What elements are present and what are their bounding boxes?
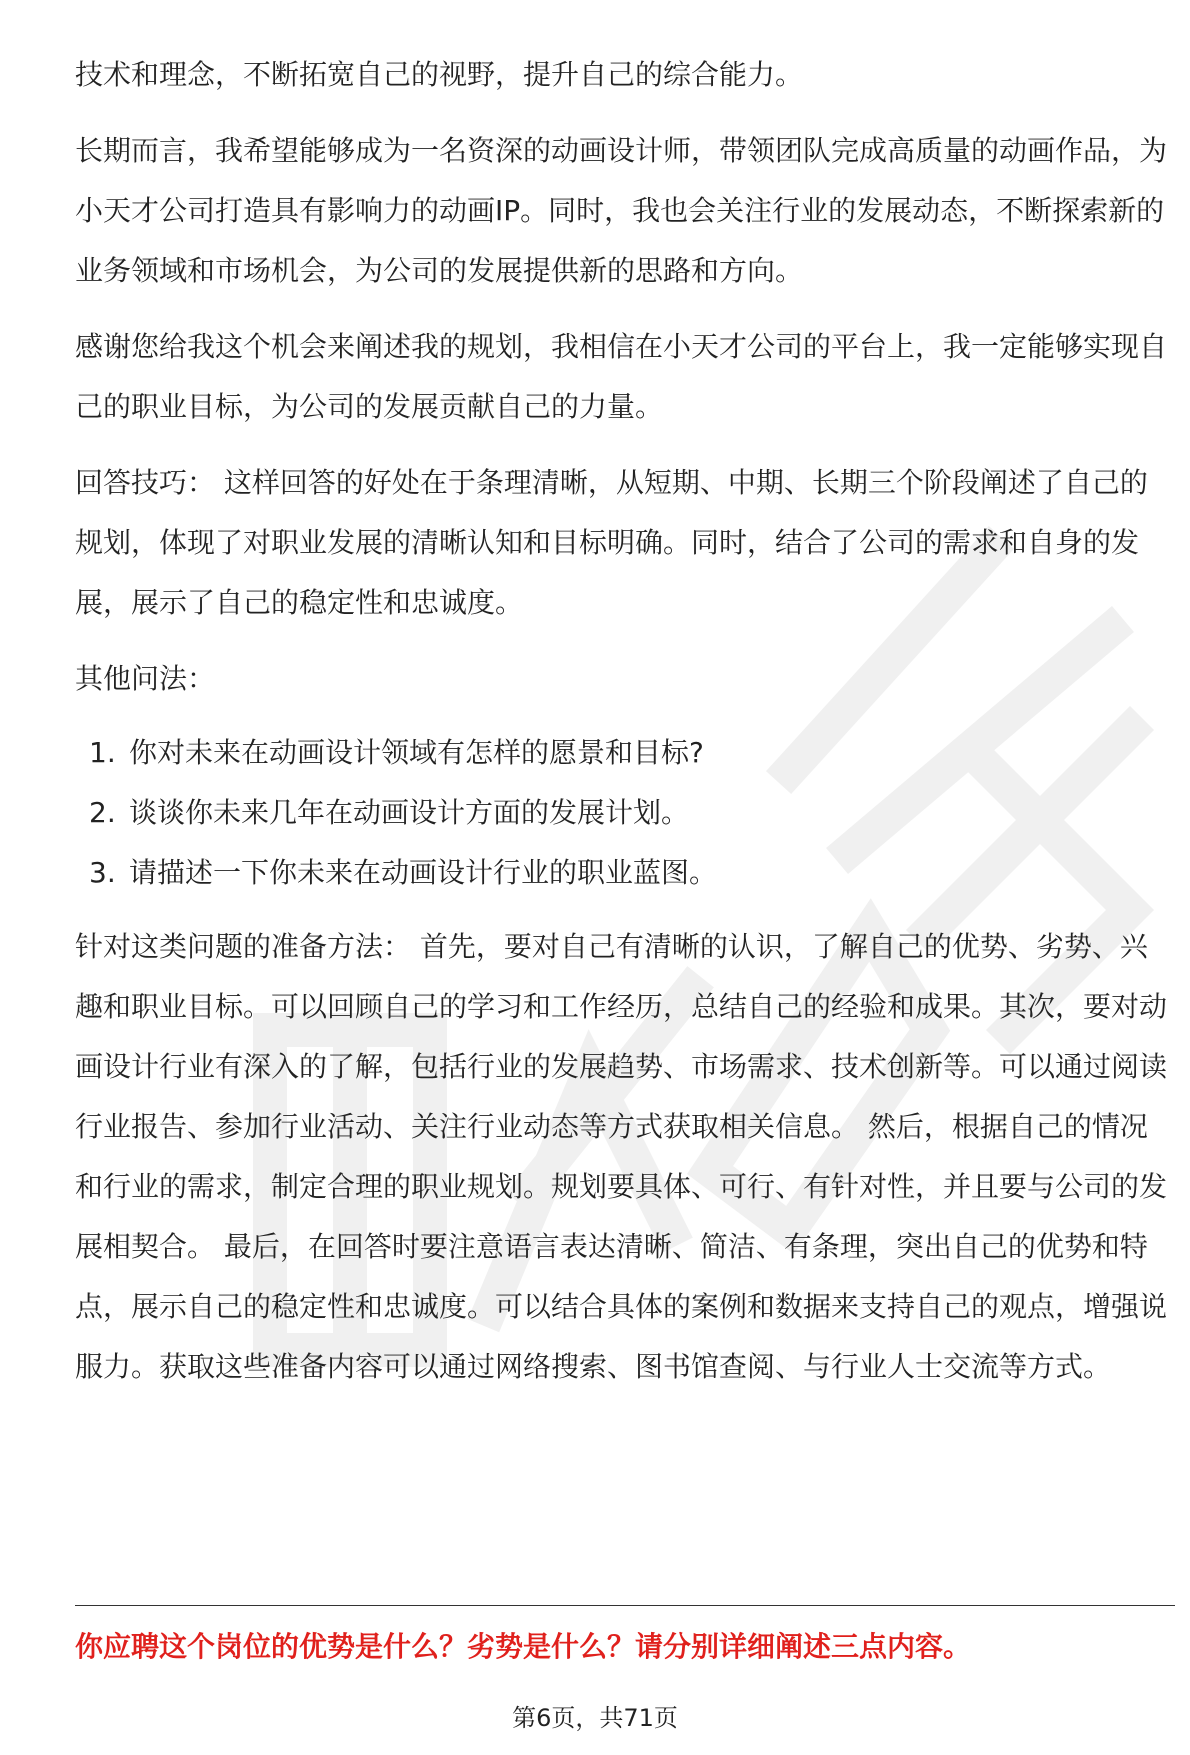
- other-questions-list: [75, 723, 1175, 903]
- paragraph-long-term: 长期而言，我希望能够成为一名资深的动画设计师，带领团队完成高质量的动画作品，为小天才公司打造具有影响力的动画IP。同时，我也会关注行业的发展动态，不断探索新的业务领域和市场机会，为公司的发展提供新的思路和方向。: [75, 134, 1168, 287]
- list-item-text: 你对未来在动画设计领域有怎样的愿景和目标?: [129, 736, 704, 769]
- list-item: [75, 723, 1175, 783]
- list-item-number: 1.: [89, 736, 116, 769]
- list-item: [75, 843, 1175, 903]
- list-item-number: 3.: [89, 856, 116, 889]
- list-item: [75, 783, 1175, 843]
- next-question-heading: 你应聘这个岗位的优势是什么？劣势是什么？请分别详细阐述三点内容。: [75, 1630, 972, 1663]
- list-item-text: 请描述一下你未来在动画设计行业的职业蓝图。: [129, 856, 718, 889]
- main-content: [75, 45, 1175, 1413]
- paragraph-preparation-method: 针对这类问题的准备方法： 首先，要对自己有清晰的认识，了解自己的优势、劣势、兴趣和职业目标。可以回顾自己的学习和工作经历，总结自己的经验和成果。其次，要对动画设计行业有深入的了解，包括行业的发展趋势、市场需求、技术创新等。可以通过阅读行业报告、参加行业活动、关注行业动态等方式获取相关信息。 然后，根据自己的情况和行业的需求，制定合理的职业规划。规划要具体、可行、有针对性，并且要与公司的发展相契合。 最后，在回答时要注意语言表达清晰、简洁、有条理，突出自己的优势和特点，展示自己的稳定性和忠诚度。可以结合具体的案例和数据来支持自己的观点，增强说服力。获取这些准备内容可以通过网络搜索、图书馆查阅、与行业人士交流等方式。: [75, 930, 1168, 1383]
- paragraph-skills: 技术和理念，不断拓宽自己的视野，提升自己的综合能力。: [75, 58, 804, 91]
- paragraph-other-questions-heading: 其他问法：: [75, 662, 216, 695]
- paragraph-thanks: 感谢您给我这个机会来阐述我的规划，我相信在小天才公司的平台上，我一定能够实现自己的职业目标，为公司的发展贡献自己的力量。: [75, 330, 1168, 423]
- paragraph-answer-tips: 回答技巧： 这样回答的好处在于条理清晰，从短期、中期、长期三个阶段阐述了自己的规划，体现了对职业发展的清晰认知和目标明确。同时，结合了公司的需求和自身的发展，展示了自己的稳定性和忠诚度。: [75, 466, 1148, 619]
- list-item-text: 谈谈你未来几年在动画设计方面的发展计划。: [129, 796, 690, 829]
- list-item-number: 2.: [89, 796, 116, 829]
- page-number: 第6页，共71页: [512, 1704, 678, 1732]
- section-divider: [75, 1605, 1175, 1606]
